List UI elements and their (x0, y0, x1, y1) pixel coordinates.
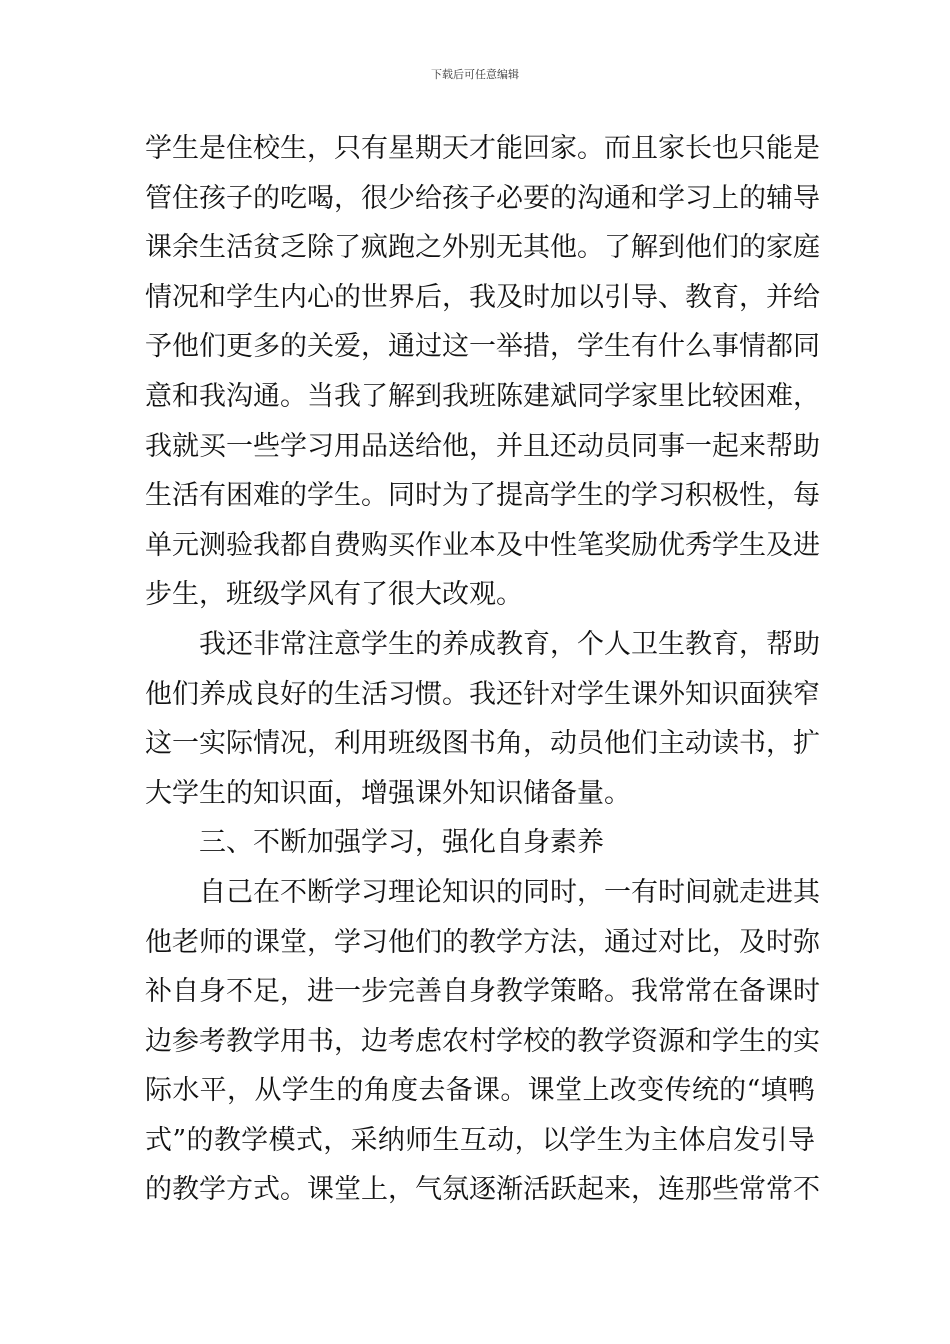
text-line: 他老师的课堂，学习他们的教学方法，通过对比，及时弥 (145, 926, 820, 958)
text-line: 他们养成良好的生活习惯。我还针对学生课外知识面狭窄 (145, 678, 820, 710)
text-line: 学生是住校生，只有星期天才能回家。而且家长也只能是 (145, 133, 820, 164)
text-line: 大学生的知识面，增强课外知识储备量。 (145, 777, 631, 809)
text-line: 情况和学生内心的世界后，我及时加以引导、教育，并给 (145, 281, 820, 313)
text-line: 这一实际情况，利用班级图书角，动员他们主动读书，扩 (145, 728, 820, 760)
text-line: 意和我沟通。当我了解到我班陈建斌同学家里比较困难， (145, 380, 820, 412)
text-line: 补自身不足，进一步完善自身教学策略。我常常在备课时 (145, 976, 820, 1008)
text-line: 的教学方式。课堂上，气氛逐渐活跃起来，连那些常常不 (145, 1174, 820, 1206)
text-line: 步生，班级学风有了很大改观。 (145, 579, 523, 611)
text-line: 生活有困难的学生。同时为了提高学生的学习积极性，每 (145, 480, 820, 512)
text-line: 边参考教学用书，边考虑农村学校的教学资源和学生的实 (145, 1025, 820, 1057)
text-line: 际水平，从学生的角度去备课。课堂上改变传统的“填鸭 (145, 1075, 815, 1107)
page-header: 下载后可任意编辑 (431, 68, 519, 81)
text-line: 我还非常注意学生的养成教育，个人卫生教育，帮助 (199, 628, 820, 660)
text-line: 式”的教学模式，采纳师生互动，以学生为主体启发引导 (145, 1124, 815, 1156)
text-line: 予他们更多的关爱，通过这一举措，学生有什么事情都同 (145, 331, 820, 363)
section-heading: 三、不断加强学习，强化自身素养 (199, 827, 604, 859)
text-line: 自己在不断学习理论知识的同时，一有时间就走进其 (199, 876, 820, 908)
text-line: 课余生活贫乏除了疯跑之外别无其他。了解到他们的家庭 (145, 232, 820, 264)
text-line: 单元测验我都自费购买作业本及中性笔奖励优秀学生及进 (145, 529, 820, 561)
text-line: 我就买一些学习用品送给他，并且还动员同事一起来帮助 (145, 430, 820, 462)
text-line: 管住孩子的吃喝，很少给孩子必要的沟通和学习上的辅导 (145, 182, 820, 214)
body-text (145, 124, 820, 1215)
